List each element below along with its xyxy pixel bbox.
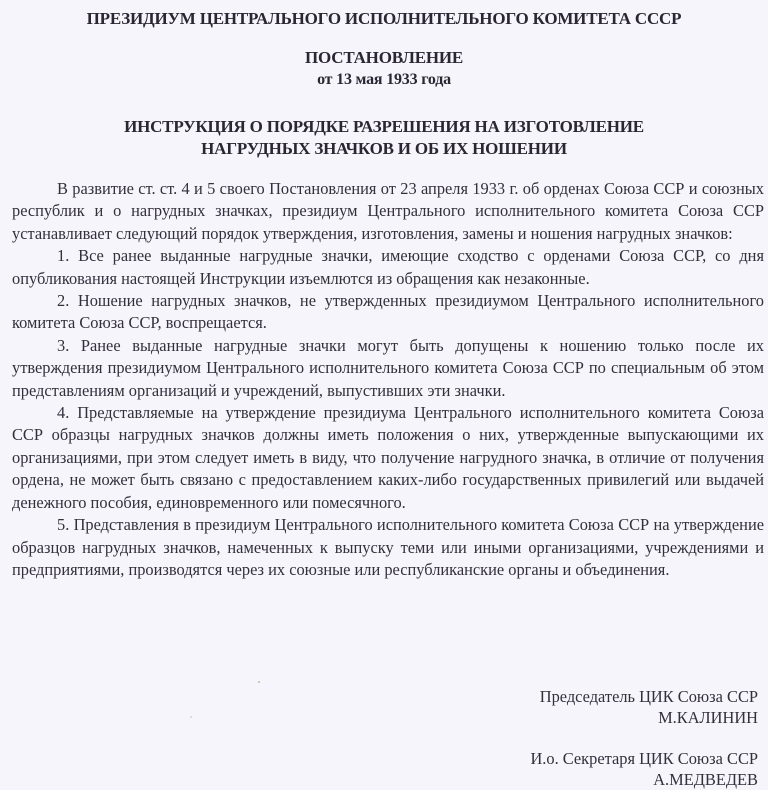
document-date: от 13 мая 1933 года <box>317 71 451 88</box>
document-type-heading: ПОСТАНОВЛЕНИЕ <box>304 48 464 67</box>
signature-position: Председатель ЦИК Союза ССР <box>539 687 758 706</box>
preamble-paragraph: В развитие ст. ст. 4 и 5 своего Постановления от 23 апреля 1933 г. об орденах Союза ССР и союзных республик и о нагрудных значках, президиум Центрального исполнительного комитета Союза ССР устанавливает следующий порядок утверждения, изготовления, замены и ношения нагрудных значков: <box>12 179 764 243</box>
clause-1-paragraph: 1. Все ранее выданные нагрудные значки, имеющие сходство с орденами Союза ССР, со дня опубликования настоящей Инструкции изъемлются из обращения как незаконные. <box>12 246 764 288</box>
signature-position: И.о. Секретаря ЦИК Союза ССР <box>530 749 758 768</box>
instruction-title-line-2: НАГРУДНЫХ ЗНАЧКОВ И ОБ ИХ НОШЕНИИ <box>201 139 567 158</box>
clause-3-paragraph: 3. Ранее выданные нагрудные значки могут быть допущены к ношению только после их утверждения президиумом Центрального исполнительного комитета Союза ССР по специальным об этом представлениям организаций и учреждений, выпустивших эти значки. <box>12 335 764 400</box>
document-body <box>12 178 764 581</box>
paper-speck <box>258 681 260 683</box>
organization-heading: ПРЕЗИДИУМ ЦЕНТРАЛЬНОГО ИСПОЛНИТЕЛЬНОГО КОМИТЕТА СССР <box>86 9 682 28</box>
paper-speck <box>190 716 192 718</box>
clause-5-paragraph: 5. Представления в президиум Центрального исполнительного комитета Союза ССР на утверждение образцов нагрудных значков, намеченных к выпуску теми или иными организациями, учреждениями и предприятиями, производятся через их союзные или республиканские органы и объединения. <box>12 515 764 579</box>
signature-chairman <box>540 686 758 728</box>
instruction-title-line-1: ИНСТРУКЦИЯ О ПОРЯДКЕ РАЗРЕШЕНИЯ НА ИЗГОТОВЛЕНИЕ <box>124 117 644 136</box>
signature-name: М.КАЛИНИН <box>658 708 758 727</box>
signature-name: А.МЕДВЕДЕВ <box>653 770 758 789</box>
clause-4-paragraph: 4. Представляемые на утверждение президиума Центрального исполнительного комитета Союза ССР образцы нагрудных значков должны иметь положения о них, утвержденные выпускающими их организациями, при этом следует иметь в виду, что получение нагрудного значка, в отличие от получения ордена, не может быть связано с предоставлением каких-либо государственных привилегий или выдачей денежного пособия, единовременного или помесячного. <box>12 403 764 512</box>
clause-2-paragraph: 2. Ношение нагрудных значков, не утвержденных президиумом Центрального исполнительного комитета Союза ССР, воспрещается. <box>12 291 764 333</box>
signature-secretary <box>530 748 758 790</box>
